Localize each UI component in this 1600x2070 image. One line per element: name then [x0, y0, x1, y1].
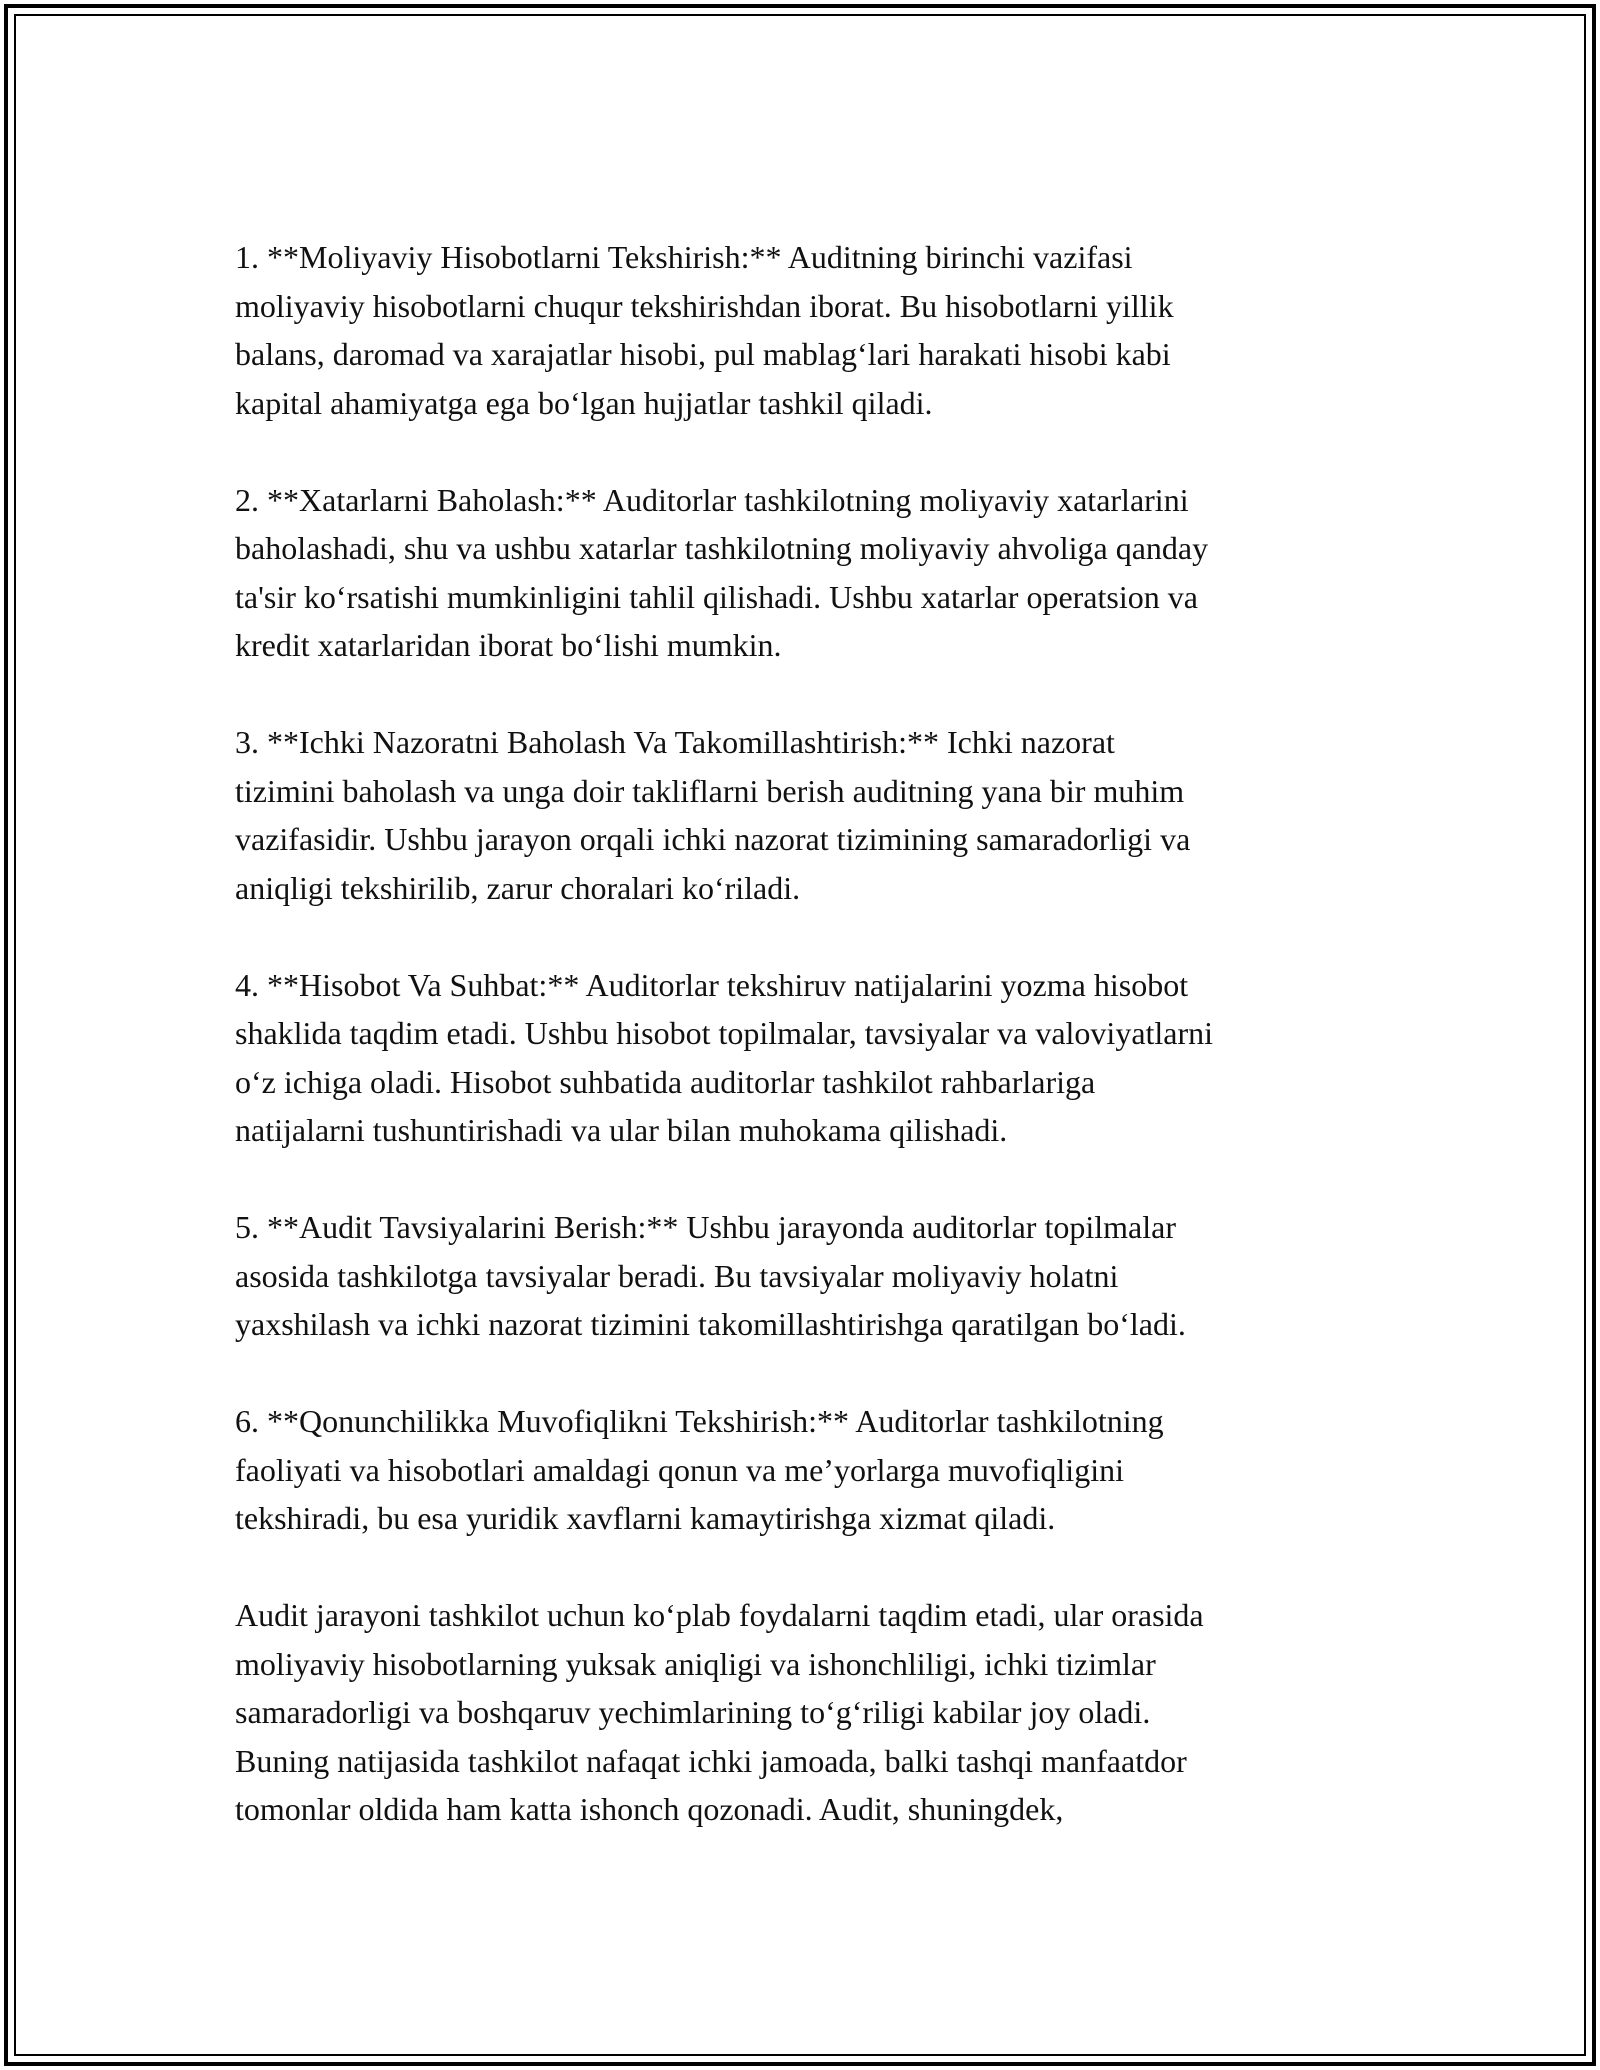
text-line: natijalarni tushuntirishadi va ular bilan muhokama qilishadi.: [235, 1112, 1008, 1148]
text-line: Audit jarayoni tashkilot uchun ko‘plab foydalarni taqdim etadi, ular orasida: [235, 1597, 1204, 1633]
text-line: kapital ahamiyatga ega bo‘lgan hujjatlar tashkil qiladi.: [235, 384, 933, 421]
text-line: 2. **Xatarlarni Baholash:** Auditorlar tashkilotning moliyaviy xatarlarini: [235, 481, 1189, 518]
text-line: 1. **Moliyaviy Hisobotlarni Tekshirish:** Auditning birinchi vazifasi: [235, 239, 1133, 275]
text-line: moliyaviy hisobotlarning yuksak aniqligi va ishonchliligi, ichki tizimlar: [235, 1645, 1156, 1682]
paragraph-internal-control: [235, 718, 1385, 912]
text-line: kredit xatarlaridan iborat bo‘lishi mumkin.: [235, 627, 782, 663]
document-body: [235, 233, 1385, 1882]
paragraph-risk-assessment: [235, 476, 1385, 670]
text-line: asosida tashkilotga tavsiyalar beradi. Bu tavsiyalar moliyaviy holatni: [235, 1257, 1119, 1294]
paragraph-financial-reports: [235, 233, 1385, 427]
text-line: tomonlar oldida ham katta ishonch qozonadi. Audit, shuningdek,: [235, 1791, 1064, 1827]
text-line: samaradorligi va boshqaruv yechimlarining to‘g‘riligi kabilar joy oladi.: [235, 1694, 1151, 1730]
text-line: faoliyati va hisobotlari amaldagi qonun va me’yorlarga muvofiqligini: [235, 1451, 1124, 1488]
text-line: tizimini baholash va unga doir takliflarni berish auditning yana bir muhim: [235, 772, 1185, 809]
text-line: shaklida taqdim etadi. Ushbu hisobot topilmalar, tavsiyalar va valoviyatlarni: [235, 1015, 1214, 1051]
text-line: vazifasidir. Ushbu jarayon orqali ichki nazorat tizimining samaradorligi va: [235, 821, 1191, 857]
text-line: 6. **Qonunchilikka Muvofiqlikni Tekshirish:** Auditorlar tashkilotning: [235, 1403, 1164, 1439]
text-line: o‘z ichiga oladi. Hisobot suhbatida auditorlar tashkilot rahbarlariga: [235, 1063, 1096, 1100]
paragraph-audit-benefits: [235, 1591, 1385, 1834]
text-line: balans, daromad va xarajatlar hisobi, pul mablag‘lari harakati hisobi kabi: [235, 336, 1171, 372]
text-line: tekshiradi, bu esa yuridik xavflarni kamaytirishga xizmat qiladi.: [235, 1500, 1056, 1536]
text-line: baholashadi, shu va ushbu xatarlar tashkilotning moliyaviy ahvoliga qanday: [235, 530, 1209, 566]
text-line: aniqligi tekshirilib, zarur choralari ko‘riladi.: [235, 869, 801, 906]
paragraph-compliance: [235, 1397, 1385, 1543]
text-line: 4. **Hisobot Va Suhbat:** Auditorlar tekshiruv natijalarini yozma hisobot: [235, 966, 1189, 1003]
paragraph-report-discussion: [235, 961, 1385, 1155]
text-line: ta'sir ko‘rsatishi mumkinligini tahlil qilishadi. Ushbu xatarlar operatsion va: [235, 578, 1198, 615]
paragraph-recommendations: [235, 1203, 1385, 1349]
text-line: 3. **Ichki Nazoratni Baholash Va Takomillashtirish:** Ichki nazorat: [235, 724, 1115, 760]
text-line: yaxshilash va ichki nazorat tizimini takomillashtirishga qaratilgan bo‘ladi.: [235, 1306, 1186, 1342]
text-line: 5. **Audit Tavsiyalarini Berish:** Ushbu jarayonda auditorlar topilmalar: [235, 1209, 1176, 1245]
text-line: moliyaviy hisobotlarni chuqur tekshirishdan iborat. Bu hisobotlarni yillik: [235, 287, 1174, 324]
text-line: Buning natijasida tashkilot nafaqat ichki jamoada, balki tashqi manfaatdor: [235, 1742, 1187, 1779]
